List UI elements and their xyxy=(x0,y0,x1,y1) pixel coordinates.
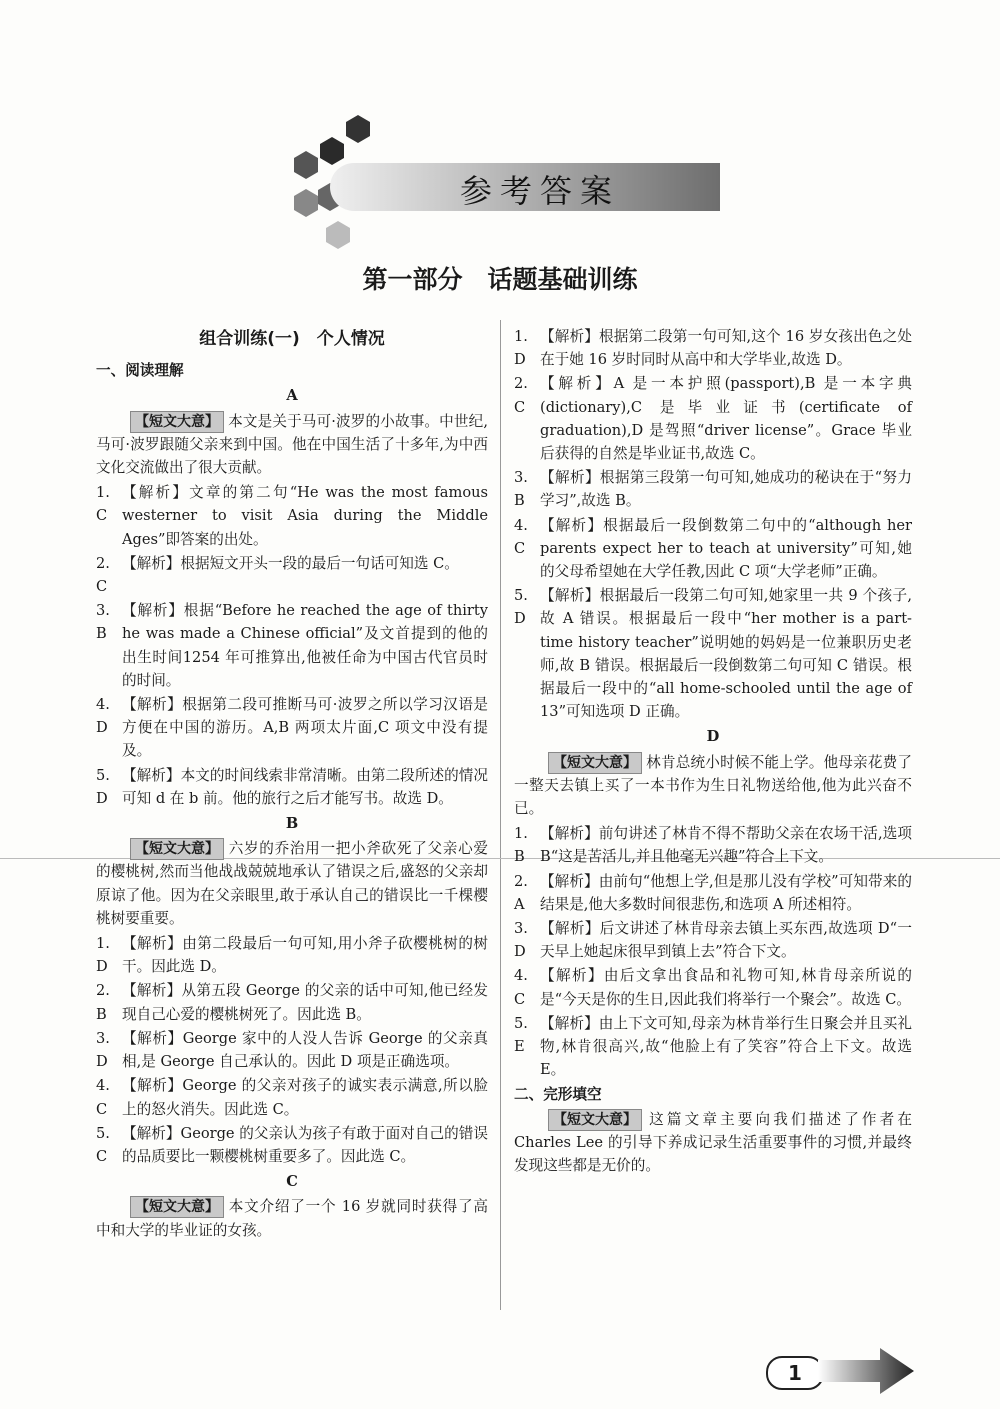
summary-cloze: 【短文大意】 这篇文章主要向我们描述了作者在 Charles Lee 的引导下养成记录生活重要事件的习惯,并最终发现这些都是无价的。 xyxy=(514,1110,912,1175)
page-title: 参考答案 xyxy=(459,172,620,210)
answer-item: 5. D 【解析】本文的时间线索非常清晰。由第二段所述的情况可知 d 在 b 前。他的旅行之后才能写书。故选 D。 xyxy=(96,766,488,807)
answer-list-c xyxy=(514,325,912,723)
column-divider xyxy=(500,320,501,1310)
answer-item: 2. C 【解析】根据短文开头一段的最后一句话可知选 C。 xyxy=(96,554,459,596)
answer-item: 2. C 【解析】A 是一本护照(passport),B 是一本字典(dictionary),C 是毕业证书(certificate of graduation),D 是驾照“driver license”。Grace 毕业后获得的自然是毕业证书,故选 C。 xyxy=(514,375,912,463)
left-column xyxy=(96,324,488,1244)
answer-item: 2. B 【解析】从第五段 George 的父亲的话中可知,他已经发现自己心爱的樱桃树死了。因此选 B。 xyxy=(96,982,488,1023)
answer-item: 1. D 【解析】根据第二段第一句可知,这个 16 岁女孩出色之处在于她 16 岁时同时从高中和大学毕业,故选 D。 xyxy=(514,328,912,369)
answer-item: 3. B 【解析】根据第三段第一句可知,她成功的秘诀在于“努力学习”,故选 B。 xyxy=(514,469,912,510)
part-title: 第一部分 话题基础训练 xyxy=(362,265,638,294)
passage-label-b: B xyxy=(285,815,299,833)
passage-label-c: C xyxy=(286,1173,298,1191)
group-title: 组合训练(一) 个人情况 xyxy=(199,329,385,349)
summary-d: 【短文大意】 林肯总统小时候不能上学。他母亲花费了一整天去镇上买了一本书作为生日礼物送给他,他为此兴奋不已。 xyxy=(514,753,912,818)
answer-item: 1. D 【解析】由第二段最后一句可知,用小斧子砍樱桃树的树干。因此选 D。 xyxy=(96,935,488,976)
answer-item: 4. D 【解析】根据第二段可推断马可·波罗之所以学习汉语是方便在中国的游历。A,B 两项太片面,C 项文中没有提及。 xyxy=(96,696,488,760)
answer-item: 1. B 【解析】前句讲述了林肯不得不帮助父亲在农场干活,选项 B“这是苦活儿,并且他毫无兴趣”符合上下文。 xyxy=(514,825,912,866)
right-column xyxy=(514,324,912,1179)
answer-item: 3. D 【解析】George 家中的人没人告诉 George 的父亲真相,是 George 自己承认的。因此 D 项是正确选项。 xyxy=(96,1029,488,1071)
answer-item: 3. D 【解析】后文讲述了林肯母亲去镇上买东西,故选项 D“一天早上她起床很早到镇上去”符合下文。 xyxy=(514,920,912,961)
summary-tag: 【短文大意】 xyxy=(548,1109,642,1131)
answer-item: 1. C 【解析】文章的第二句“He was the most famous westerner to visit Asia during the Middle Ages”即答案的出处。 xyxy=(96,484,488,548)
passage-label-a: A xyxy=(286,387,298,405)
answer-item: 4. C 【解析】由后文拿出食品和礼物可知,林肯母亲所说的是“今天是你的生日,因此我们将举行一个聚会”。故选 C。 xyxy=(514,967,912,1008)
summary-b: 【短文大意】 六岁的乔治用一把小斧砍死了父亲心爱的樱桃树,然而当他战战兢兢地承认了错误之后,盛怒的父亲却原谅了他。因为在父亲眼里,敢于承认自己的错误比一千棵樱桃树要重要。 xyxy=(96,840,488,927)
section-heading-reading: 一、阅读理解 xyxy=(96,362,184,380)
passage-label-d: D xyxy=(706,728,720,746)
answer-item: 2. A 【解析】由前句“他想上学,但是那儿没有学校”可知带来的结果是,他大多数时间很悲伤,和选项 A 所述相符。 xyxy=(514,872,912,913)
answer-list-a xyxy=(96,481,488,810)
summary-tag: 【短文大意】 xyxy=(130,838,224,860)
section-heading-cloze: 二、完形填空 xyxy=(514,1085,602,1103)
arrow-right-icon xyxy=(818,1346,918,1396)
answer-item: 5. C 【解析】George 的父亲认为孩子有敢于面对自己的错误的品质要比一颗樱桃树重要多了。因此选 C。 xyxy=(96,1124,488,1165)
answer-item: 4. C 【解析】George 的父亲对孩子的诚实表示满意,所以脸上的怒火消失。因此选 C。 xyxy=(96,1077,488,1118)
answer-list-d xyxy=(514,822,912,1081)
answer-list-b xyxy=(96,932,488,1168)
answer-item: 4. C 【解析】根据最后一段倒数第二句中的“although her parents expect her to teach at university”可知,她的父母希望她在大学任教,因此 C 项“大学老师”正确。 xyxy=(514,516,912,581)
summary-tag: 【短文大意】 xyxy=(548,752,642,774)
answer-item: 5. E 【解析】由上下文可知,母亲为林肯举行生日聚会并且买礼物,林肯很高兴,故“他脸上有了笑容”符合上下文。故选 E。 xyxy=(514,1014,912,1079)
answer-item: 5. D 【解析】根据最后一段第二句可知,她家里一共 9 个孩子,故 A 错误。根据最后一段中“her mother is a part-time history teacher”说明她的妈妈是一位兼职历史老师,故 B 错误。根据最后一段倒数第二句可知 C 错误。根据最后一段中的“all home-schooled until the age of 13”可知选项 D 正确。 xyxy=(514,587,912,721)
answer-item: 3. B 【解析】根据“Before he reached the age of thirty he was made a Chinese official”及文首提到的他的出生时间1254 年可推算出,他被任命为中国古代官员时的时间。 xyxy=(96,602,488,689)
page-number: 1 xyxy=(766,1356,824,1390)
summary-a: 【短文大意】 本文是关于马可·波罗的小故事。中世纪,马可·波罗跟随父亲来到中国。他在中国生活了十多年,为中西文化交流做出了很大贡献。 xyxy=(96,412,488,477)
summary-tag: 【短文大意】 xyxy=(130,1196,224,1218)
summary-tag: 【短文大意】 xyxy=(130,411,224,433)
summary-c: 【短文大意】 本文介绍了一个 16 岁就同时获得了高中和大学的毕业证的女孩。 xyxy=(96,1198,488,1239)
